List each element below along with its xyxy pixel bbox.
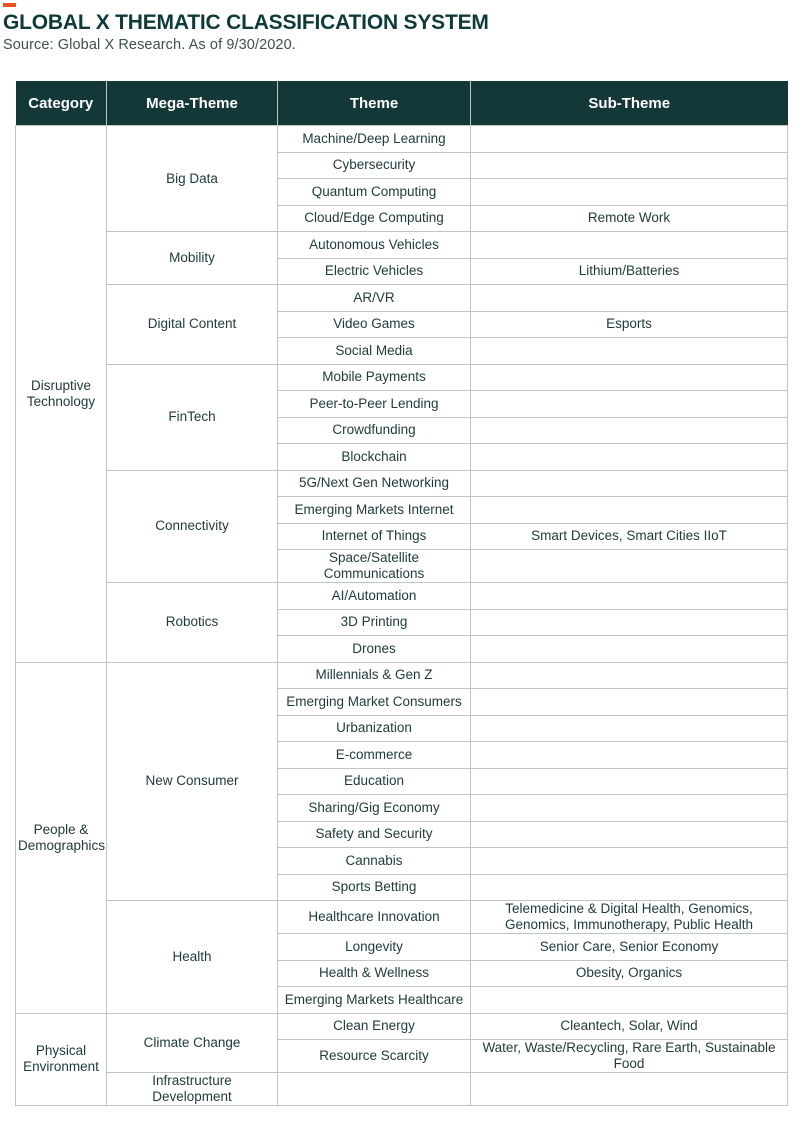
theme-cell: Peer-to-Peer Lending [278, 391, 471, 418]
sub-theme-cell [471, 152, 788, 179]
theme-cell: AI/Automation [278, 583, 471, 610]
theme-cell: Quantum Computing [278, 179, 471, 206]
sub-theme-cell [471, 364, 788, 391]
sub-theme-cell: Cleantech, Solar, Wind [471, 1013, 788, 1040]
theme-cell: Sharing/Gig Economy [278, 795, 471, 822]
theme-cell: Resource Scarcity [278, 1040, 471, 1073]
mega-theme-cell: Infrastructure Development [107, 1073, 278, 1106]
accent-bar [3, 3, 16, 7]
sub-theme-cell [471, 662, 788, 689]
mega-theme-cell: New Consumer [107, 662, 278, 901]
header-mega-theme: Mega-Theme [107, 81, 278, 126]
theme-cell [278, 1073, 471, 1106]
header-sub-theme: Sub-Theme [471, 81, 788, 126]
sub-theme-cell [471, 497, 788, 524]
sub-theme-cell [471, 715, 788, 742]
sub-theme-cell [471, 444, 788, 471]
table-row [16, 364, 788, 391]
sub-theme-cell: Obesity, Organics [471, 960, 788, 987]
sub-theme-cell [471, 768, 788, 795]
sub-theme-cell: Remote Work [471, 205, 788, 232]
sub-theme-cell [471, 987, 788, 1014]
sub-theme-cell [471, 874, 788, 901]
classification-table [15, 81, 788, 1106]
sub-theme-cell [471, 742, 788, 769]
table-row [16, 1073, 788, 1106]
sub-theme-cell [471, 179, 788, 206]
theme-cell: Cybersecurity [278, 152, 471, 179]
mega-theme-cell: Digital Content [107, 285, 278, 365]
theme-cell: Blockchain [278, 444, 471, 471]
table-row [16, 583, 788, 610]
mega-theme-cell: Big Data [107, 126, 278, 232]
theme-cell: Emerging Markets Internet [278, 497, 471, 524]
sub-theme-cell [471, 636, 788, 663]
header-theme: Theme [278, 81, 471, 126]
sub-theme-cell [471, 583, 788, 610]
theme-cell: Millennials & Gen Z [278, 662, 471, 689]
sub-theme-cell [471, 550, 788, 583]
theme-cell: Video Games [278, 311, 471, 338]
sub-theme-cell [471, 391, 788, 418]
table-header-row [16, 81, 788, 126]
theme-cell: Mobile Payments [278, 364, 471, 391]
mega-theme-cell: Health [107, 901, 278, 1014]
table-row [16, 1013, 788, 1040]
table-row [16, 470, 788, 497]
theme-cell: Electric Vehicles [278, 258, 471, 285]
sub-theme-cell [471, 795, 788, 822]
sub-theme-cell [471, 609, 788, 636]
table-row [16, 901, 788, 934]
sub-theme-cell [471, 689, 788, 716]
table-body [16, 126, 788, 1106]
theme-cell: Sports Betting [278, 874, 471, 901]
theme-cell: Safety and Security [278, 821, 471, 848]
category-cell: Disruptive Technology [16, 126, 107, 663]
mega-theme-cell: FinTech [107, 364, 278, 470]
theme-cell: Cloud/Edge Computing [278, 205, 471, 232]
mega-theme-cell: Connectivity [107, 470, 278, 583]
sub-theme-cell [471, 417, 788, 444]
theme-cell: Emerging Market Consumers [278, 689, 471, 716]
mega-theme-cell: Robotics [107, 583, 278, 663]
mega-theme-cell: Climate Change [107, 1013, 278, 1073]
theme-cell: 3D Printing [278, 609, 471, 636]
theme-cell: Internet of Things [278, 523, 471, 550]
table-row [16, 126, 788, 153]
theme-cell: Machine/Deep Learning [278, 126, 471, 153]
sub-theme-cell [471, 848, 788, 875]
theme-cell: Crowdfunding [278, 417, 471, 444]
theme-cell: AR/VR [278, 285, 471, 312]
theme-cell: Social Media [278, 338, 471, 365]
theme-cell: Urbanization [278, 715, 471, 742]
sub-theme-cell: Smart Devices, Smart Cities IIoT [471, 523, 788, 550]
mega-theme-cell: Mobility [107, 232, 278, 285]
theme-cell: Autonomous Vehicles [278, 232, 471, 259]
theme-cell: Health & Wellness [278, 960, 471, 987]
table-row [16, 285, 788, 312]
table-row [16, 662, 788, 689]
theme-cell: 5G/Next Gen Networking [278, 470, 471, 497]
theme-cell: Cannabis [278, 848, 471, 875]
theme-cell: Healthcare Innovation [278, 901, 471, 934]
theme-cell: Education [278, 768, 471, 795]
sub-theme-cell [471, 232, 788, 259]
header-category: Category [16, 81, 107, 126]
theme-cell: E-commerce [278, 742, 471, 769]
sub-theme-cell [471, 1073, 788, 1106]
theme-cell: Longevity [278, 934, 471, 961]
theme-cell: Clean Energy [278, 1013, 471, 1040]
theme-cell: Emerging Markets Healthcare [278, 987, 471, 1014]
category-cell: People & Demographics [16, 662, 107, 1013]
sub-theme-cell: Lithium/Batteries [471, 258, 788, 285]
page-title: GLOBAL X THEMATIC CLASSIFICATION SYSTEM [3, 11, 489, 34]
table-row [16, 232, 788, 259]
sub-theme-cell [471, 470, 788, 497]
theme-cell: Space/Satellite Communications [278, 550, 471, 583]
sub-theme-cell: Senior Care, Senior Economy [471, 934, 788, 961]
sub-theme-cell [471, 126, 788, 153]
sub-theme-cell: Water, Waste/Recycling, Rare Earth, Sustainable Food [471, 1040, 788, 1073]
theme-cell: Drones [278, 636, 471, 663]
sub-theme-cell: Esports [471, 311, 788, 338]
sub-theme-cell [471, 821, 788, 848]
sub-theme-cell: Telemedicine & Digital Health, Genomics, Genomics, Immunotherapy, Public Health [471, 901, 788, 934]
sub-theme-cell [471, 285, 788, 312]
source-note: Source: Global X Research. As of 9/30/2020. [3, 37, 296, 53]
sub-theme-cell [471, 338, 788, 365]
category-cell: Physical Environment [16, 1013, 107, 1106]
